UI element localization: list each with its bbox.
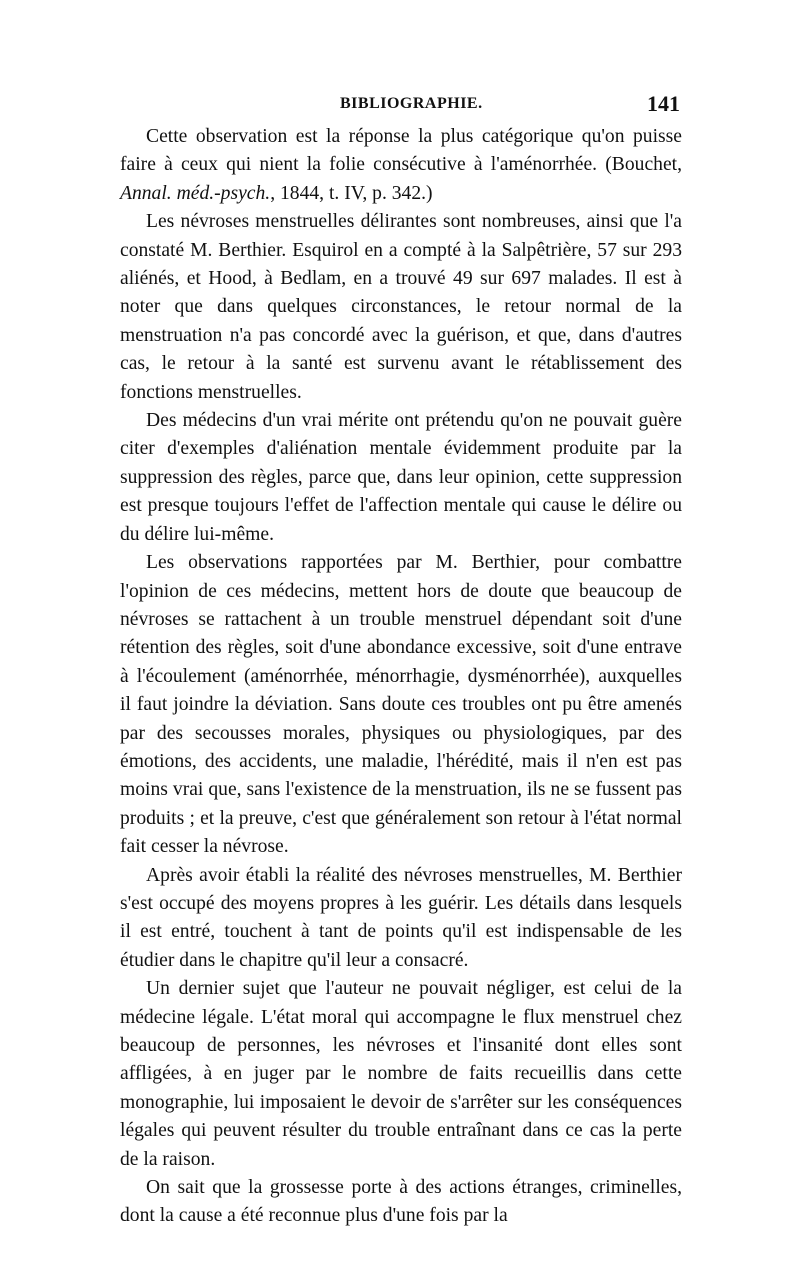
page-header: [120, 93, 682, 121]
paragraph-5: Après avoir établi la réalité des névroses menstruelles, M. Berthier s'est occupé des moyens propres à les guérir. Les détails dans lesquels il est entré, touchent à tant de points qu'il est indispensable de les étudier dans le chapitre qu'il leur a consacré.: [120, 864, 682, 971]
paragraph-1-text: Cette observation est la réponse la plus catégorique qu'on puisse faire à ceux qui nient la folie consécutive à l'aménorrhée. (Bouchet,: [120, 126, 682, 176]
paragraph-1: [120, 123, 682, 208]
page-number: 141: [647, 91, 680, 116]
paragraph-7: On sait que la grossesse porte à des actions étranges, criminelles, dont la cause a été reconnue plus d'une fois par la: [120, 1177, 682, 1227]
running-title: BIBLIOGRAPHIE.: [340, 95, 483, 112]
journal-title: Annal. méd.-psych.: [120, 182, 271, 204]
paragraph-6: Un dernier sujet que l'auteur ne pouvait négliger, est celui de la médecine légale. L'état moral qui accompagne le flux menstruel chez beaucoup de personnes, les névroses et l'insanité dont elles sont affligées, à en juger par le nombre de faits recueillis dans cette monographie, lui imposaient le devoir de s'arrêter sur les conséquences légales qui peuvent résulter du trouble entraînant dans ce cas la perte de la raison.: [120, 978, 682, 1170]
paragraph-3: Des médecins d'un vrai mérite ont prétendu qu'on ne pouvait guère citer d'exemples d'aliénation mentale évidemment produite par la suppression des règles, parce que, dans leur opinion, cette suppression est presque toujours l'effet de l'affection mentale qui cause le délire ou du délire lui-même.: [120, 410, 682, 545]
paragraph-4: Les observations rapportées par M. Berthier, pour combattre l'opinion de ces médecins, mettent hors de doute que beaucoup de névroses se rattachent à un trouble menstruel dépendant soit d'une rétention des règles, soit d'une abondance excessive, soit d'une entrave à l'écoulement (aménorrhée, ménorrhagie, dysménorrhée), auxquelles il faut joindre la déviation. Sans doute ces troubles ont pu être amenés par des secousses morales, physiques ou physiologiques, par des émotions, des accidents, une maladie, l'hérédité, mais il n'en est pas moins vrai que, sans l'existence de la menstruation, ils ne se fussent pas produits ; et la preuve, c'est que généralement son retour à l'état normal fait cesser la névrose.: [120, 552, 682, 858]
paragraph-2: Les névroses menstruelles délirantes sont nombreuses, ainsi que l'a constaté M. Berthier. Esquirol en a compté à la Salpêtrière, 57 sur 293 aliénés, et Hood, à Bedlam, en a trouvé 49 sur 697 malades. Il est à noter que dans quelques circonstances, le retour normal de la menstruation n'a pas concordé avec la guérison, et que, dans d'autres cas, le retour à la santé est survenu avant le rétablissement des fonctions menstruelles.: [120, 211, 682, 403]
paragraph-1-citation: , 1844, t. IV, p. 342.): [270, 182, 433, 204]
page-body: [120, 123, 682, 1231]
